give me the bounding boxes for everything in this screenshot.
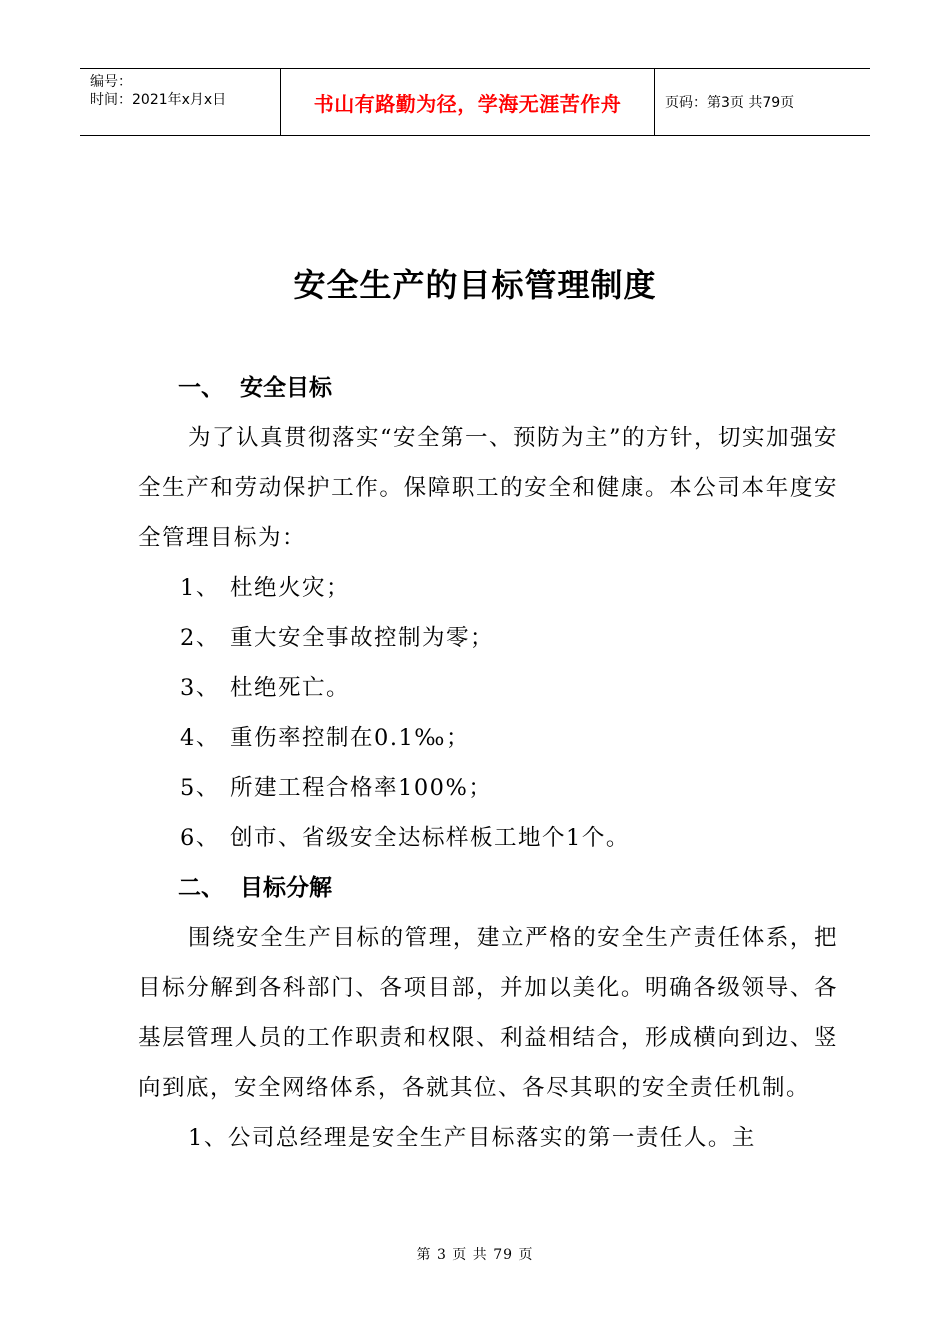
list-item-text: 所建工程合格率100%；: [230, 775, 493, 801]
list-item-text: 杜绝死亡。: [230, 675, 351, 701]
number-label: 编号：: [90, 74, 132, 90]
list-item-number: 6、: [180, 825, 220, 851]
list-item: [138, 763, 838, 813]
paragraph: 为了认真贯彻落实“安全第一、预防为主”的方针，切实加强安全生产和劳动保护工作。保障职工的安全和健康。本公司本年度安全管理目标为：: [138, 425, 839, 551]
document-body: [138, 363, 838, 1163]
page-footer: 第 3 页 共 79 页: [416, 1247, 534, 1263]
list-item-number: 2、: [180, 625, 220, 651]
paragraph: 1、公司总经理是安全生产目标落实的第一责任人。主: [188, 1125, 756, 1151]
time-label: 时间：2021年x月x日: [90, 92, 227, 108]
list-item-number: 4、: [180, 725, 220, 751]
section-title: 安全目标: [240, 375, 332, 401]
list-item-number: 3、: [180, 675, 220, 701]
list-item-text: 杜绝火灾；: [230, 575, 351, 601]
section-heading: [138, 363, 838, 413]
list-item-number: 5、: [180, 775, 220, 801]
section-number: 一、: [178, 375, 224, 401]
list-item-number: 1、: [180, 575, 220, 601]
list-item: [138, 613, 838, 663]
section-heading: [138, 863, 838, 913]
paragraph: 围绕安全生产目标的管理，建立严格的安全生产责任体系，把目标分解到各科部门、各项目部，并加以美化。明确各级领导、各基层管理人员的工作职责和权限、利益相结合，形成横向到边、竖向到底，安全网络体系，各就其位、各尽其职的安全责任机制。: [138, 925, 838, 1101]
list-item-text: 重伤率控制在0.1‰；: [230, 725, 470, 751]
section-number: 二、: [178, 875, 224, 901]
header-motto: 书山有路勤为径，学海无涯苦作舟: [281, 69, 655, 135]
list-item: [138, 663, 838, 713]
document-title: 安全生产的目标管理制度: [293, 266, 657, 304]
list-item: [138, 813, 838, 863]
list-item: [138, 713, 838, 763]
header-page-info: 页码：第3页 共79页: [665, 95, 795, 111]
header-meta: [80, 69, 281, 135]
list-item: [138, 563, 838, 613]
list-item-text: 重大安全事故控制为零；: [230, 625, 495, 651]
section-title: 目标分解: [240, 875, 332, 901]
page-header: [80, 68, 870, 136]
list-item-text: 创市、省级安全达标样板工地个1个。: [230, 825, 630, 851]
